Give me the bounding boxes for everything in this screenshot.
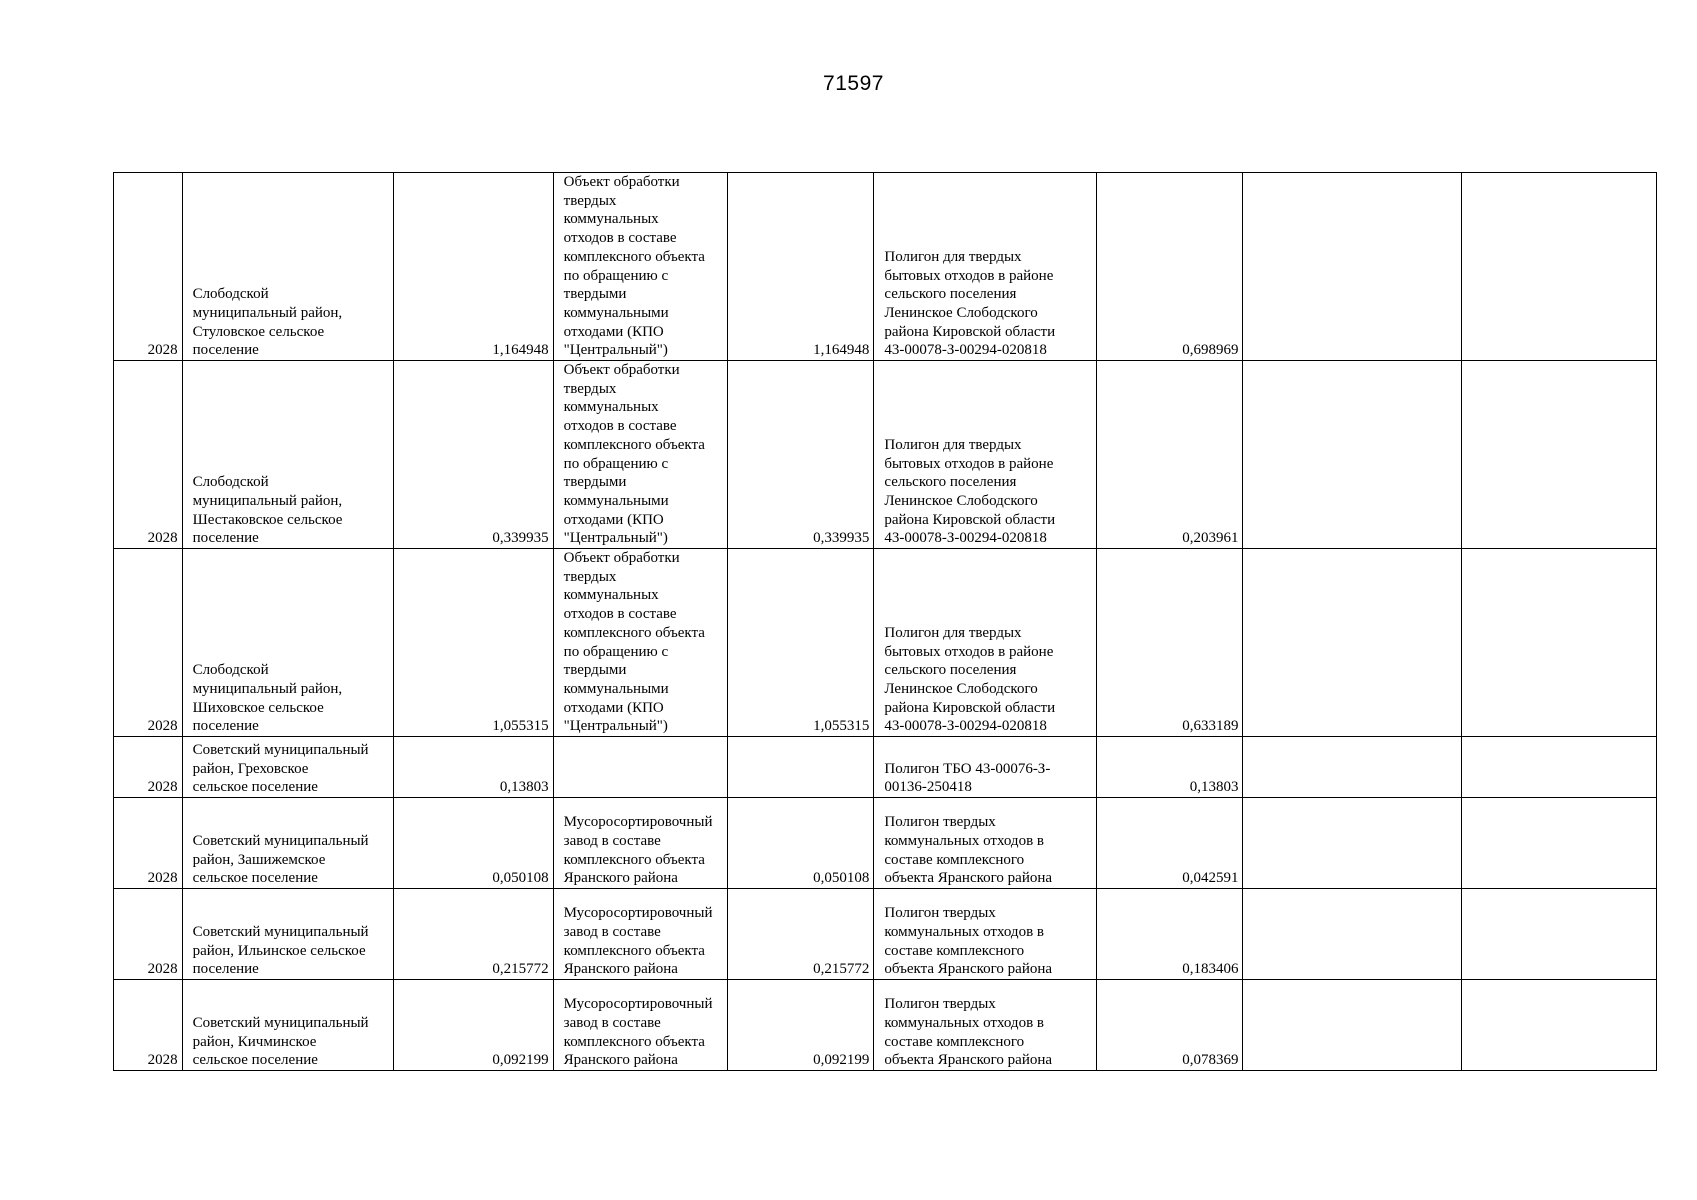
- territory-cell-text: Советский муниципальный район, Греховское сельское поселение: [192, 741, 369, 796]
- volume-cell-text: 1,055315: [492, 718, 549, 735]
- disposal-volume-cell: [1097, 798, 1243, 889]
- processing-volume-cell: [728, 980, 874, 1071]
- year-cell: [114, 980, 183, 1071]
- volume-cell-text: 0,215772: [492, 961, 549, 978]
- volume-cell-text: 1,164948: [492, 342, 549, 359]
- empty-cell: [1462, 737, 1657, 798]
- processing-volume-cell-text: 1,164948: [813, 342, 870, 359]
- year-cell-text: 2028: [147, 342, 178, 359]
- empty-cell: [1243, 173, 1462, 361]
- empty-cell: [1243, 361, 1462, 549]
- territory-cell-text: Слободской муниципальный район, Шестаковское сельское поселение: [192, 474, 343, 547]
- volume-cell-text: 0,339935: [492, 530, 549, 547]
- empty-cell: [1243, 798, 1462, 889]
- processing-volume-cell: [728, 361, 874, 549]
- disposal-object-cell-text: Полигон для твердых бытовых отходов в районе сельского поселения Ленинское Слободского района Кировской области 43-00078-З-00294-020818: [884, 436, 1056, 547]
- disposal-object-cell: [874, 549, 1097, 737]
- disposal-volume-cell-text: 0,633189: [1182, 718, 1239, 735]
- empty-cell: [1462, 549, 1657, 737]
- empty-cell: [1243, 737, 1462, 798]
- processing-object-cell: [553, 361, 727, 549]
- territory-cell-text: Советский муниципальный район, Кичминское сельское поселение: [192, 1014, 369, 1069]
- empty-cell: [1462, 980, 1657, 1071]
- processing-object-cell: [553, 549, 727, 737]
- table-body: [114, 173, 1657, 1071]
- disposal-volume-cell-text: 0,203961: [1182, 530, 1239, 547]
- table-row: [114, 549, 1657, 737]
- disposal-object-cell: [874, 798, 1097, 889]
- table-row: [114, 173, 1657, 361]
- year-cell: [114, 549, 183, 737]
- processing-volume-cell: [728, 798, 874, 889]
- territory-cell: [182, 173, 394, 361]
- disposal-object-cell: [874, 980, 1097, 1071]
- empty-cell: [1462, 173, 1657, 361]
- disposal-volume-cell: [1097, 173, 1243, 361]
- disposal-object-cell-text: Полигон твердых коммунальных отходов в составе комплексного объекта Яранского района: [884, 996, 1053, 1069]
- empty-cell: [1462, 889, 1657, 980]
- table-row: [114, 980, 1657, 1071]
- disposal-volume-cell-text: 0,183406: [1182, 961, 1239, 978]
- year-cell-text: 2028: [147, 530, 178, 547]
- year-cell-text: 2028: [147, 718, 178, 735]
- year-cell-text: 2028: [147, 779, 178, 796]
- disposal-volume-cell-text: 0,698969: [1182, 342, 1239, 359]
- disposal-volume-cell: [1097, 889, 1243, 980]
- processing-volume-cell: [728, 549, 874, 737]
- territory-cell: [182, 980, 394, 1071]
- volume-cell: [394, 980, 553, 1071]
- disposal-object-cell: [874, 361, 1097, 549]
- disposal-object-cell: [874, 173, 1097, 361]
- territory-cell-text: Советский муниципальный район, Зашижемское сельское поселение: [192, 832, 369, 887]
- processing-object-cell-text: Мусоросортировочный завод в составе комплексного объекта Яранского района: [563, 996, 713, 1069]
- processing-object-cell: [553, 798, 727, 889]
- empty-cell: [1462, 361, 1657, 549]
- processing-object-cell: [553, 173, 727, 361]
- processing-object-cell: [553, 889, 727, 980]
- volume-cell: [394, 737, 553, 798]
- volume-cell: [394, 173, 553, 361]
- disposal-object-cell-text: Полигон твердых коммунальных отходов в составе комплексного объекта Яранского района: [884, 814, 1053, 887]
- year-cell: [114, 889, 183, 980]
- territory-cell-text: Слободской муниципальный район, Стуловское сельское поселение: [192, 286, 343, 359]
- disposal-volume-cell: [1097, 549, 1243, 737]
- processing-volume-cell: [728, 173, 874, 361]
- processing-object-cell-text: Объект обработки твердых коммунальных отходов в составе комплексного объекта по обращению с твердыми коммунальными отходами (КПО "Центральный"): [563, 174, 705, 359]
- year-cell-text: 2028: [147, 961, 178, 978]
- disposal-object-cell: [874, 889, 1097, 980]
- empty-cell: [1462, 798, 1657, 889]
- page-number: 71597: [823, 72, 884, 95]
- disposal-volume-cell: [1097, 361, 1243, 549]
- processing-volume-cell-text: 0,050108: [813, 870, 870, 887]
- processing-volume-cell-text: 0,339935: [813, 530, 870, 547]
- disposal-object-cell: [874, 737, 1097, 798]
- processing-volume-cell-text: 1,055315: [813, 718, 870, 735]
- territory-cell: [182, 798, 394, 889]
- volume-cell: [394, 549, 553, 737]
- disposal-object-cell-text: Полигон для твердых бытовых отходов в районе сельского поселения Ленинское Слободского района Кировской области 43-00078-З-00294-020818: [884, 248, 1056, 359]
- territory-cell: [182, 361, 394, 549]
- year-cell: [114, 361, 183, 549]
- disposal-object-cell-text: Полигон ТБО 43-00076-З- 00136-250418: [884, 760, 1051, 796]
- territory-cell: [182, 549, 394, 737]
- territory-cell: [182, 889, 394, 980]
- disposal-object-cell-text: Полигон твердых коммунальных отходов в составе комплексного объекта Яранского района: [884, 905, 1053, 978]
- processing-volume-cell: [728, 737, 874, 798]
- empty-cell: [1243, 980, 1462, 1071]
- data-table: [113, 172, 1657, 1071]
- table-row: [114, 798, 1657, 889]
- processing-object-cell: [553, 980, 727, 1071]
- table-row: [114, 361, 1657, 549]
- processing-volume-cell-text: 0,215772: [813, 961, 870, 978]
- disposal-volume-cell: [1097, 980, 1243, 1071]
- processing-object-cell-text: Объект обработки твердых коммунальных отходов в составе комплексного объекта по обращению с твердыми коммунальными отходами (КПО "Центральный"): [563, 550, 705, 735]
- table-row: [114, 737, 1657, 798]
- processing-volume-cell-text: 0,092199: [813, 1052, 870, 1069]
- volume-cell-text: 0,13803: [499, 779, 549, 796]
- volume-cell-text: 0,050108: [492, 870, 549, 887]
- territory-cell-text: Советский муниципальный район, Ильинское сельское поселение: [192, 923, 369, 978]
- territory-cell: [182, 737, 394, 798]
- processing-object-cell-text: Объект обработки твердых коммунальных отходов в составе комплексного объекта по обращению с твердыми коммунальными отходами (КПО "Центральный"): [563, 362, 705, 547]
- year-cell: [114, 737, 183, 798]
- table-row: [114, 889, 1657, 980]
- year-cell-text: 2028: [147, 870, 178, 887]
- processing-object-cell: [553, 737, 727, 798]
- year-cell-text: 2028: [147, 1052, 178, 1069]
- processing-object-cell-text: Мусоросортировочный завод в составе комплексного объекта Яранского района: [563, 905, 713, 978]
- year-cell: [114, 798, 183, 889]
- disposal-volume-cell-text: 0,042591: [1182, 870, 1239, 887]
- empty-cell: [1243, 889, 1462, 980]
- volume-cell: [394, 889, 553, 980]
- territory-cell-text: Слободской муниципальный район, Шиховское сельское поселение: [192, 662, 343, 735]
- volume-cell: [394, 798, 553, 889]
- processing-volume-cell: [728, 889, 874, 980]
- disposal-volume-cell: [1097, 737, 1243, 798]
- processing-object-cell-text: Мусоросортировочный завод в составе комплексного объекта Яранского района: [563, 814, 713, 887]
- year-cell: [114, 173, 183, 361]
- empty-cell: [1243, 549, 1462, 737]
- disposal-volume-cell-text: 0,13803: [1189, 779, 1239, 796]
- disposal-volume-cell-text: 0,078369: [1182, 1052, 1239, 1069]
- volume-cell: [394, 361, 553, 549]
- volume-cell-text: 0,092199: [492, 1052, 549, 1069]
- disposal-object-cell-text: Полигон для твердых бытовых отходов в районе сельского поселения Ленинское Слободского района Кировской области 43-00078-З-00294-020818: [884, 624, 1056, 735]
